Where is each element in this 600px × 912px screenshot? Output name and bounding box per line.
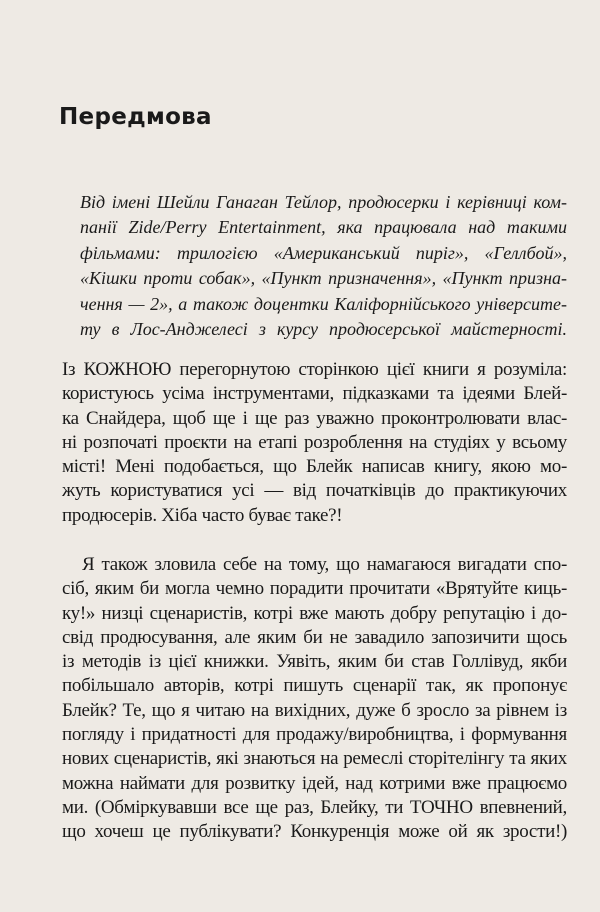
- paragraph-1: [62, 358, 567, 528]
- text-line: продюсерів. Хіба часто буває таке?!: [62, 504, 343, 526]
- text-line: що хочеш це публікувати? Конкуренція може ой як зрости!): [62, 821, 567, 843]
- text-line: свід продюсування, але яким би не завадило запозичити щось: [62, 626, 567, 648]
- epigraph-line: «Кішки проти собак», «Пункт призначення», «Пункт призна-: [80, 268, 567, 289]
- text-line: побільшало авторів, котрі пишуть сценарії так, як пропонує: [62, 675, 567, 697]
- text-line: Я також зловила себе на тому, що намагаюся вигадати спо-: [82, 554, 567, 575]
- text-line: погляду і придатності для продажу/виробництва, і формування: [62, 724, 567, 746]
- epigraph-line: Від імені Шейли Ганаган Тейлор, продюсерки і керівниці ком-: [80, 192, 567, 212]
- text-line: можна наймати для розвитку ідей, над котрими вже працюємо: [62, 772, 567, 794]
- text-line: сіб, яким би могла чемно порадити прочитати «Врятуйте киць-: [62, 578, 567, 600]
- text-line: нових сценаристів, які знаються на ремеслі сторітелінгу та яких: [62, 748, 567, 770]
- text-line: користуюсь усіма інструментами, підказками та ідеями Блей-: [62, 383, 567, 405]
- epigraph: [80, 190, 567, 342]
- epigraph-line: фільмами: трилогією «Американський пиріг», «Геллбой»,: [80, 242, 567, 263]
- text-line: із методів із цієї книжки. Уявіть, яким би став Голлівуд, якби: [62, 651, 567, 673]
- epigraph-line: панії Zide/Perry Entertainment, яка працювала над такими: [80, 217, 567, 238]
- text-line: ні розпочаті проєкти на етапі розроблення на студіях у всьому: [62, 431, 567, 453]
- text-line: Блейк? Те, що я читаю на вихідних, дуже б зросло за рівнем із: [62, 699, 567, 721]
- text-line: жуть користуватися усі — від початківців до практикуючих: [62, 480, 567, 502]
- text-line: ми. (Обміркувавши все ще раз, Блейку, ти ТОЧНО впевнений,: [62, 796, 567, 818]
- text-line: ку!» низці сценаристів, котрі вже мають добру репутацію і до-: [62, 602, 567, 624]
- text-line: місті! Мені подобається, що Блейк написав книгу, якою мо-: [62, 456, 567, 478]
- epigraph-line: ту в Лос-Анджелесі з курсу продюсерської майстерності.: [80, 319, 567, 340]
- page-title: Передмова: [59, 104, 212, 130]
- paragraph-2: [62, 553, 567, 845]
- epigraph-line: чення — 2», а також доцентки Каліфорнійського університе-: [80, 293, 567, 314]
- text-line: ка Снайдера, щоб ще і ще раз уважно проконтролювати влас-: [62, 407, 567, 429]
- text-line: Із КОЖНОЮ перегорнутою сторінкою цієї книги я розуміла:: [62, 359, 567, 380]
